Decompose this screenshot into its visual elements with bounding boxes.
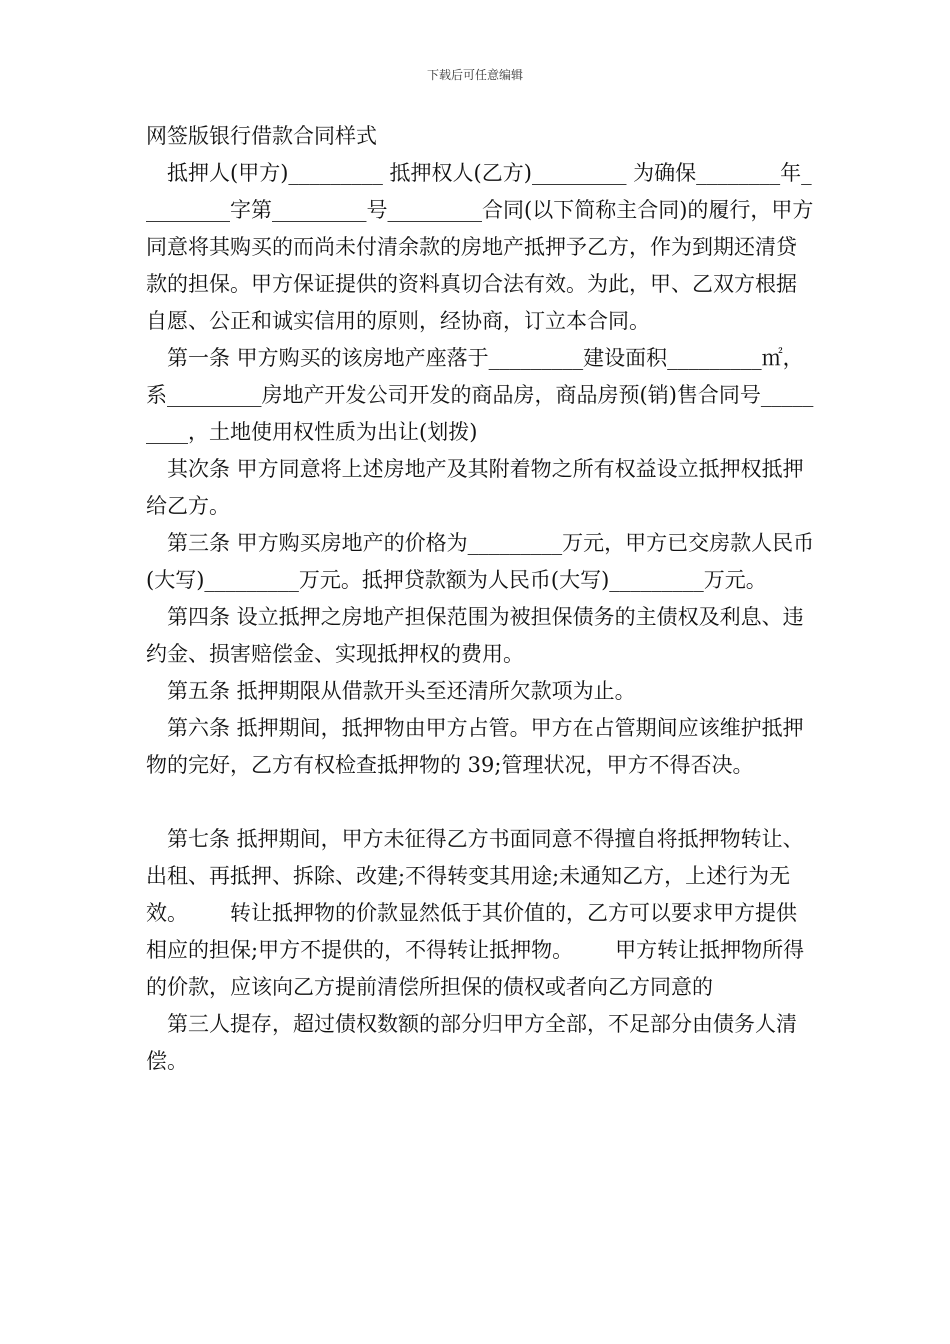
- blank-line: [146, 784, 816, 821]
- paragraph-preamble: 抵押人(甲方)_________ 抵押权人(乙方)_________ 为确保________年_________字第_________号_________合同(以下简称主合同)的履行，甲方同意将其购买的而尚未付清余款的房地产抵押予乙方，作为到期还清贷款的担保。甲方保证提供的资料真切合法有效。为此，甲、乙双方根据自愿、公正和诚实信用的原则，经协商，订立本合同。: [146, 161, 814, 333]
- paragraph-article-4: 第四条 设立抵押之房地产担保范围为被担保债务的主债权及利息、违约金、损害赔偿金、实现抵押权的费用。: [146, 605, 804, 666]
- paragraph-third-party: 第三人提存，超过债权数额的部分归甲方全部，不足部分由债务人清偿。: [146, 1012, 797, 1073]
- paragraph-article-5: 第五条 抵押期限从借款开头至还清所欠款项为止。: [167, 679, 636, 703]
- header-note: 下载后可任意编辑: [426, 68, 523, 82]
- paragraph-article-1: 第一条 甲方购买的该房地产座落于_________建设面积_________㎡，系_________房地产开发公司开发的商品房，商品房预(销)售合同号_________，土地使用权性质为出让(划拨): [146, 346, 814, 444]
- article-7-part-1: 第七条 抵押期间，甲方未征得乙方书面同意不得擅自将抵押物转让、出租、再抵押、拆除、改建;不得转变其用途;未通知乙方，上述行为无效。: [146, 827, 804, 925]
- document-body: [146, 118, 816, 1080]
- document-title: 网签版银行借款合同样式: [146, 124, 377, 148]
- paragraph-article-3: 第三条 甲方购买房地产的价格为_________万元，甲方已交房款人民币(大写)_________万元。抵押贷款额为人民币(大写)_________万元。: [146, 531, 815, 592]
- paragraph-article-2: 其次条 甲方同意将上述房地产及其附着物之所有权益设立抵押权抵押给乙方。: [146, 457, 804, 518]
- paragraph-article-7: [146, 821, 816, 1006]
- article-7-part-3: 甲方转让抵押物所得的价款，应该向乙方提前清偿所担保的债权或者向乙方同意的: [146, 938, 805, 999]
- article-7-part-2: 转让抵押物的价款显然低于其价值的，乙方可以要求甲方提供相应的担保;甲方不提供的，不得转让抵押物。: [146, 901, 797, 962]
- paragraph-article-6: 第六条 抵押期间，抵押物由甲方占管。甲方在占管期间应该维护抵押物的完好，乙方有权检查抵押物的 39;管理状况，甲方不得否决。: [146, 716, 804, 777]
